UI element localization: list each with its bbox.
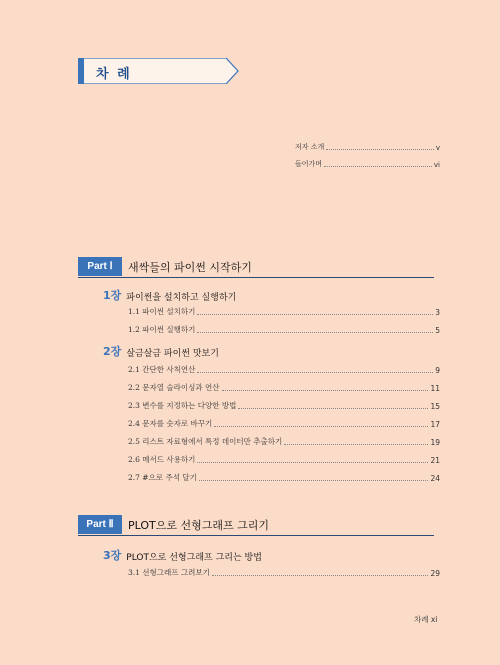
entry-label: 2.3 변수를 지정하는 다양한 방법 bbox=[128, 401, 237, 410]
leader-dots bbox=[197, 462, 428, 463]
page-title: 차 례 bbox=[96, 67, 132, 82]
toc-entry[interactable] bbox=[128, 435, 440, 447]
toc-entry[interactable] bbox=[128, 399, 440, 411]
entry-page: 3 bbox=[435, 308, 440, 317]
front-matter-label: 들어가며 bbox=[295, 160, 323, 168]
entry-page: 5 bbox=[435, 326, 440, 335]
leader-dots bbox=[212, 575, 429, 576]
toc-entry[interactable] bbox=[128, 323, 440, 335]
chapter-title: 살금살금 파이썬 맛보기 bbox=[126, 349, 219, 359]
leader-dots bbox=[197, 314, 433, 315]
entry-label: 2.2 문자열 슬라이싱과 연산 bbox=[128, 383, 220, 392]
entry-page: 19 bbox=[430, 438, 440, 447]
part-label: Part Ⅰ bbox=[78, 257, 122, 276]
front-matter-item[interactable] bbox=[295, 140, 440, 152]
entry-label: 1.1 파이썬 설치하기 bbox=[128, 307, 196, 316]
entry-page: 21 bbox=[430, 456, 440, 465]
entry-label: 2.7 #으로 주석 달기 bbox=[128, 473, 197, 482]
entry-label: 2.5 리스트 자료형에서 특정 데이터만 추출하기 bbox=[128, 437, 283, 446]
leader-dots bbox=[284, 444, 428, 445]
entry-page: 29 bbox=[430, 569, 440, 578]
toc-entry[interactable] bbox=[128, 381, 440, 393]
front-matter-page: vi bbox=[433, 161, 440, 169]
page-footer: 차례 xi bbox=[414, 615, 438, 624]
entry-label: 2.4 문자를 숫자로 바꾸기 bbox=[128, 419, 213, 428]
chapter-number: 3장 bbox=[103, 549, 122, 562]
leader-dots bbox=[326, 149, 434, 150]
chapter-title: PLOT으로 선형그래프 그리는 방법 bbox=[126, 553, 262, 563]
entry-label: 2.6 메서드 사용하기 bbox=[128, 455, 196, 464]
chapter-heading[interactable] bbox=[103, 547, 262, 563]
chapter-heading[interactable] bbox=[103, 343, 219, 359]
toc-entry[interactable] bbox=[128, 305, 440, 317]
chapter-title: 파이썬을 설치하고 실행하기 bbox=[126, 293, 237, 303]
leader-dots bbox=[324, 166, 432, 167]
chapter-number: 1장 bbox=[103, 289, 122, 302]
part-heading bbox=[78, 257, 434, 278]
part-title: PLOT으로 선형그래프 그리기 bbox=[128, 519, 269, 532]
leader-dots bbox=[197, 332, 433, 333]
part-title: 새싹들의 파이썬 시작하기 bbox=[128, 261, 252, 274]
entry-page: 24 bbox=[430, 474, 440, 483]
entry-page: 11 bbox=[430, 384, 440, 393]
toc-entry[interactable] bbox=[128, 471, 440, 483]
leader-dots bbox=[197, 372, 433, 373]
front-matter-label: 저자 소개 bbox=[295, 143, 325, 151]
toc-entry[interactable] bbox=[128, 417, 440, 429]
chapter-number: 2장 bbox=[103, 345, 122, 358]
leader-dots bbox=[214, 426, 428, 427]
entry-label: 3.1 선형그래프 그려보기 bbox=[128, 568, 210, 577]
leader-dots bbox=[199, 480, 429, 481]
leader-dots bbox=[222, 390, 429, 391]
toc-entry[interactable] bbox=[128, 566, 440, 578]
entry-page: 17 bbox=[430, 420, 440, 429]
entry-label: 2.1 간단한 사칙연산 bbox=[128, 365, 196, 374]
toc-entry[interactable] bbox=[128, 363, 440, 375]
entry-page: 9 bbox=[435, 366, 440, 375]
part-label: Part Ⅱ bbox=[78, 515, 122, 534]
entry-label: 1.2 파이썬 실행하기 bbox=[128, 325, 196, 334]
leader-dots bbox=[238, 408, 428, 409]
toc-entry[interactable] bbox=[128, 453, 440, 465]
front-matter-page: v bbox=[435, 144, 440, 152]
front-matter-item[interactable] bbox=[295, 157, 440, 169]
chapter-heading[interactable] bbox=[103, 287, 236, 303]
entry-page: 15 bbox=[430, 402, 440, 411]
part-heading bbox=[78, 515, 434, 536]
